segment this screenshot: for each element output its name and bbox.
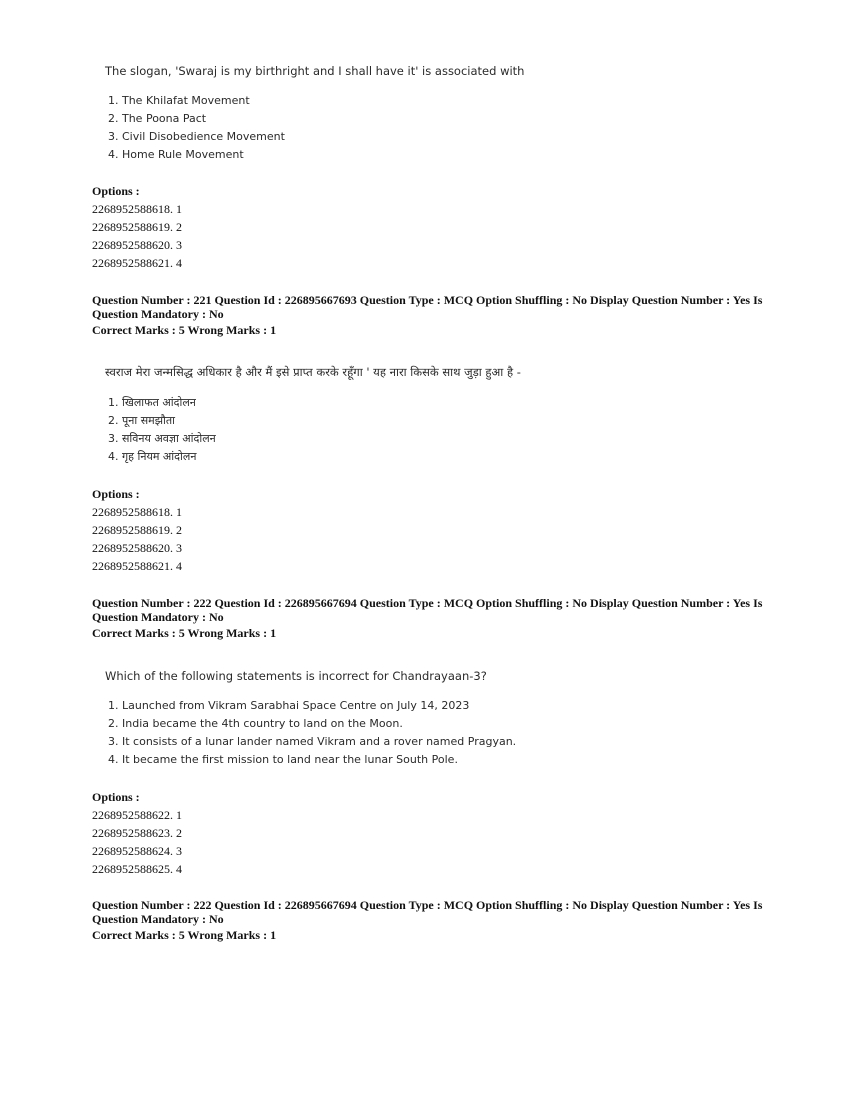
option-id-item: 2268952588622. 1 bbox=[92, 808, 182, 822]
question-stem: Which of the following statements is incorrect for Chandrayaan-3? bbox=[105, 669, 487, 683]
option-id-item: 2268952588623. 2 bbox=[92, 826, 182, 840]
choice-item: 4. गृह नियम आंदोलन bbox=[108, 450, 197, 463]
choice-list bbox=[108, 92, 285, 164]
question-meta: Question Number : 222 Question Id : 226895667694 Question Type : MCQ Option Shuffling : No Display Question Number : Yes Is Question Mandatory : No bbox=[92, 898, 763, 926]
option-id-item: 2268952588619. 2 bbox=[92, 220, 182, 234]
option-id-item: 2268952588618. 1 bbox=[92, 505, 182, 519]
choice-list bbox=[108, 394, 216, 466]
choice-item: 2. पूना समझौता bbox=[108, 414, 175, 427]
question-meta: Question Number : 221 Question Id : 226895667693 Question Type : MCQ Option Shuffling : No Display Question Number : Yes Is Question Mandatory : No bbox=[92, 293, 763, 321]
choice-item: 2. The Poona Pact bbox=[108, 112, 207, 125]
choice-item: 2. India became the 4th country to land on the Moon. bbox=[108, 717, 403, 730]
choice-item: 3. It consists of a lunar lander named Vikram and a rover named Pragyan. bbox=[108, 735, 517, 748]
option-id-list bbox=[92, 200, 182, 272]
option-id-item: 2268952588619. 2 bbox=[92, 523, 182, 537]
choice-item: 4. It became the first mission to land near the lunar South Pole. bbox=[108, 753, 458, 766]
question-marks: Correct Marks : 5 Wrong Marks : 1 bbox=[92, 323, 277, 337]
choice-item: 1. The Khilafat Movement bbox=[108, 94, 250, 107]
choice-item: 3. Civil Disobedience Movement bbox=[108, 130, 285, 143]
option-id-item: 2268952588621. 4 bbox=[92, 559, 182, 573]
option-id-list bbox=[92, 806, 182, 878]
option-id-item: 2268952588618. 1 bbox=[92, 202, 182, 216]
options-heading: Options : bbox=[92, 184, 140, 198]
question-marks: Correct Marks : 5 Wrong Marks : 1 bbox=[92, 928, 277, 942]
choice-item: 1. Launched from Vikram Sarabhai Space Centre on July 14, 2023 bbox=[108, 699, 470, 712]
option-id-item: 2268952588625. 4 bbox=[92, 862, 182, 876]
option-id-item: 2268952588624. 3 bbox=[92, 844, 182, 858]
option-id-item: 2268952588620. 3 bbox=[92, 238, 182, 252]
choice-item: 4. Home Rule Movement bbox=[108, 148, 244, 161]
question-meta: Question Number : 222 Question Id : 226895667694 Question Type : MCQ Option Shuffling : No Display Question Number : Yes Is Question Mandatory : No bbox=[92, 596, 763, 624]
choice-item: 1. खिलाफत आंदोलन bbox=[108, 396, 196, 409]
options-heading: Options : bbox=[92, 790, 140, 804]
option-id-list bbox=[92, 503, 182, 575]
question-stem: The slogan, 'Swaraj is my birthright and I shall have it' is associated with bbox=[105, 64, 525, 78]
choice-list bbox=[108, 697, 516, 769]
question-marks: Correct Marks : 5 Wrong Marks : 1 bbox=[92, 626, 277, 640]
option-id-item: 2268952588620. 3 bbox=[92, 541, 182, 555]
choice-item: 3. सविनय अवज्ञा आंदोलन bbox=[108, 432, 216, 445]
option-id-item: 2268952588621. 4 bbox=[92, 256, 182, 270]
question-stem: स्वराज मेरा जन्मसिद्ध अधिकार है और मैं इसे प्राप्त करके रहूँगा ' यह नारा किसके साथ जुड़ा हुआ है - bbox=[105, 365, 521, 379]
options-heading: Options : bbox=[92, 487, 140, 501]
